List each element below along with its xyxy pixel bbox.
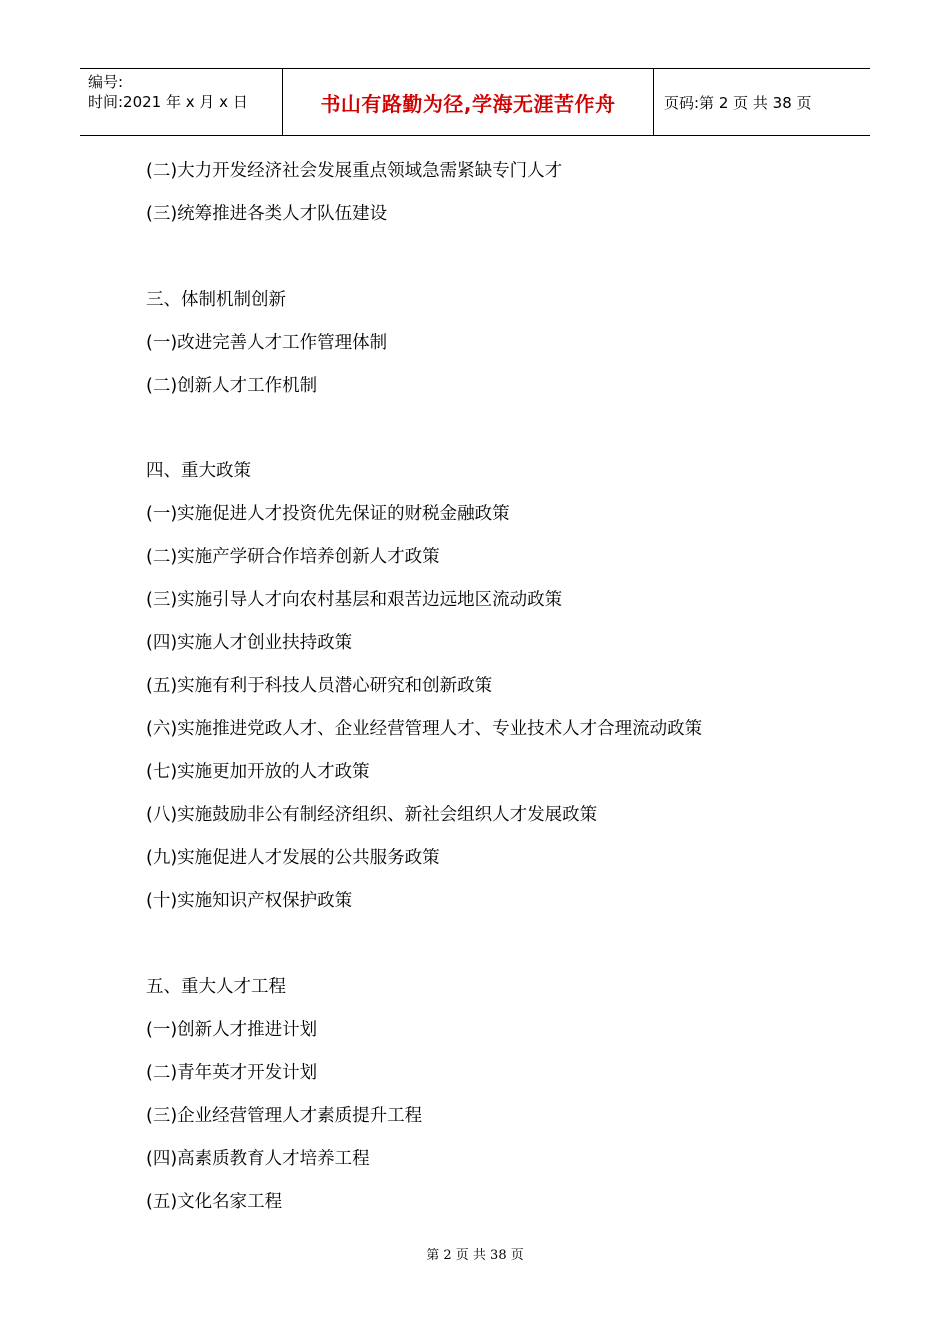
outline-item: (三)统筹推进各类人才队伍建设 bbox=[146, 204, 388, 224]
outline-item: (一)创新人才推进计划 bbox=[146, 1019, 318, 1040]
section-heading: 四、重大政策 bbox=[146, 461, 251, 481]
outline-content bbox=[146, 150, 866, 1224]
outline-item: (二)青年英才开发计划 bbox=[146, 1062, 318, 1083]
section-heading: 五、重大人才工程 bbox=[146, 976, 286, 997]
outline-item: (八)实施鼓励非公有制经济组织、新社会组织人才发展政策 bbox=[146, 805, 598, 825]
document-date: 时间:2021 年 x 月 x 日 bbox=[88, 93, 248, 111]
outline-section bbox=[146, 966, 866, 1224]
outline-item: (二)创新人才工作机制 bbox=[146, 375, 318, 396]
outline-item: (五)文化名家工程 bbox=[146, 1191, 283, 1212]
outline-section bbox=[146, 150, 866, 236]
outline-item: (五)实施有利于科技人员潜心研究和创新政策 bbox=[146, 676, 493, 696]
page-header bbox=[80, 68, 870, 136]
outline-item: (七)实施更加开放的人才政策 bbox=[146, 762, 370, 782]
header-meta bbox=[80, 69, 282, 135]
page-footer: 第 2 页 共 38 页 bbox=[426, 1248, 524, 1263]
outline-item: (十)实施知识产权保护政策 bbox=[146, 891, 353, 911]
outline-item: (一)改进完善人才工作管理体制 bbox=[146, 332, 388, 353]
outline-item: (四)实施人才创业扶持政策 bbox=[146, 633, 353, 653]
outline-item: (二)实施产学研合作培养创新人才政策 bbox=[146, 547, 440, 567]
document-number-label: 编号: bbox=[88, 73, 124, 91]
outline-section bbox=[146, 450, 866, 923]
header-page-info: 页码:第 2 页 共 38 页 bbox=[664, 93, 812, 112]
outline-item: (六)实施推进党政人才、企业经营管理人才、专业技术人才合理流动政策 bbox=[146, 719, 703, 739]
outline-section bbox=[146, 279, 866, 408]
outline-item: (四)高素质教育人才培养工程 bbox=[146, 1148, 370, 1169]
outline-item: (三)实施引导人才向农村基层和艰苦边远地区流动政策 bbox=[146, 590, 563, 610]
section-heading: 三、体制机制创新 bbox=[146, 289, 286, 310]
outline-item: (一)实施促进人才投资优先保证的财税金融政策 bbox=[146, 504, 510, 524]
outline-item: (九)实施促进人才发展的公共服务政策 bbox=[146, 848, 440, 868]
outline-item: (二)大力开发经济社会发展重点领域急需紧缺专门人才 bbox=[146, 161, 563, 181]
outline-item: (三)企业经营管理人才素质提升工程 bbox=[146, 1105, 423, 1126]
header-motto: 书山有路勤为径,学海无涯苦作舟 bbox=[282, 69, 654, 135]
